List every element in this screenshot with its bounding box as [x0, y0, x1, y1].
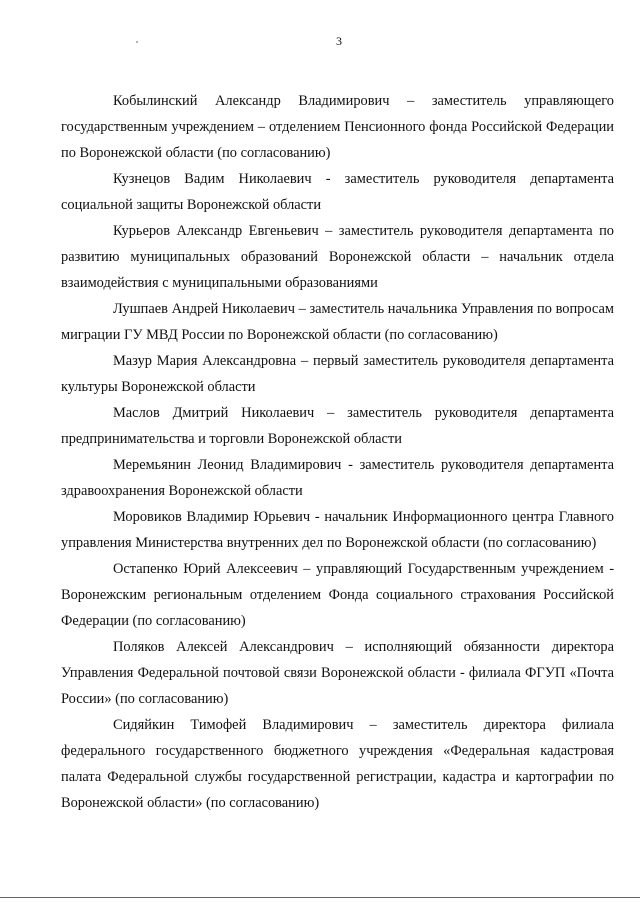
- page-number: 3: [336, 34, 342, 48]
- member-list: [61, 88, 614, 816]
- list-item: Кузнецов Вадим Николаевич - заместитель руководителя департамента социальной защиты Воронежской области: [61, 171, 614, 213]
- list-item: Сидяйкин Тимофей Владимирович – заместитель директора филиала федерального государственного бюджетного учреждения «Федеральная кадастровая палата Федеральной службы государственной регистрации, кадастра и картографии по Воронежской области» (по согласованию): [61, 717, 614, 811]
- list-item: Маслов Дмитрий Николаевич – заместитель руководителя департамента предпринимательства и торговли Воронежской области: [61, 405, 614, 447]
- list-item: Поляков Алексей Александрович – исполняющий обязанности директора Управления Федеральной почтовой связи Воронежской области - филиала ФГУП «Почта России» (по согласованию): [61, 639, 614, 707]
- list-item: Моровиков Владимир Юрьевич - начальник Информационного центра Главного управления Министерства внутренних дел по Воронежской области (по согласованию): [61, 509, 614, 551]
- list-item: Мазур Мария Александровна – первый заместитель руководителя департамента культуры Воронежской области: [61, 353, 614, 395]
- bottom-edge-line: [0, 897, 640, 898]
- list-item: Лушпаев Андрей Николаевич – заместитель начальника Управления по вопросам миграции ГУ МВД России по Воронежской области (по согласованию): [61, 301, 614, 343]
- list-item: Меремьянин Леонид Владимирович - заместитель руководителя департамента здравоохранения Воронежской области: [61, 457, 614, 499]
- list-item: Остапенко Юрий Алексеевич – управляющий Государственным учреждением - Воронежским региональным отделением Фонда социального страхования Российской Федерации (по согласованию): [61, 561, 614, 629]
- list-item: Курьеров Александр Евгеньевич – заместитель руководителя департамента по развитию муниципальных образований Воронежской области – начальник отдела взаимодействия с муниципальными образованиями: [61, 223, 614, 291]
- list-item: Кобылинский Александр Владимирович – заместитель управляющего государственным учреждением – отделением Пенсионного фонда Российской Федерации по Воронежской области (по согласованию): [61, 93, 614, 161]
